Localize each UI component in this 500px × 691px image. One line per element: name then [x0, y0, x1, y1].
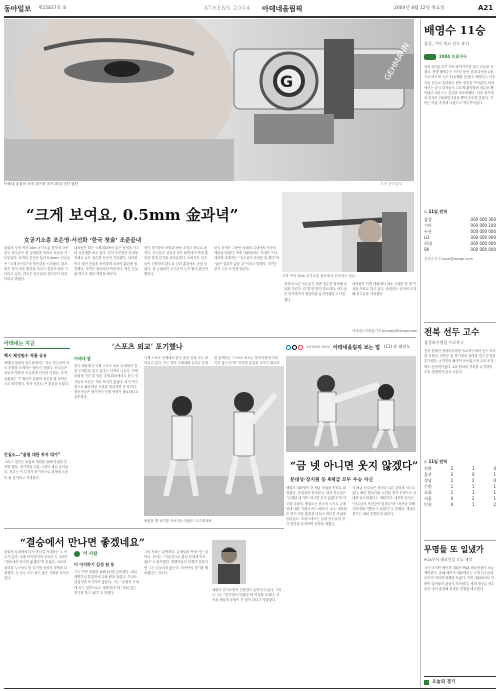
interview-headline: “결승에서 만나면 좋겠네요” — [20, 538, 145, 549]
main-headline: “크게 보여요, 0.5mm 金과녁” — [26, 206, 239, 224]
inning-scores: 000 000 000 — [470, 229, 496, 234]
yesterday-body-2: 그리스 정부는 올림픽 개최를 위해 막대한 투자를 했다. 경기장과 교통 시설이 새로 들어섰다. 정부는 이 투자가 장기적으로 경제에 도움이 될 것이라고 기대한다. — [4, 460, 68, 480]
inning-scores: 000 000 000 — [470, 235, 496, 240]
svg-text:G: G — [280, 72, 294, 91]
yesterday-kicker: 아테네는 지금 — [4, 340, 70, 349]
main-article-col5: 결선에 오른 선수들은 최종 점수를 합산해 순위를 가린다. 한 발 한 발이 중요하다. 선수들은 마지막까지 집중력을 유지하겠다고 다짐했다. — [284, 282, 348, 302]
masthead — [4, 2, 496, 16]
olympic-guide-header — [286, 340, 416, 354]
right-column-divider — [420, 19, 421, 687]
baseball-score-row — [424, 247, 496, 253]
soccer-body: 전북 현대가 삼성하우젠컵 프로축구에서 선두 자리를 지켰다. 전북은 홈 경기에서 상대를 꺾고 승점을 추가했다. 공격진의 활약이 돋보였으며 수비 조직력도 안정적이었다. 2위 팀과의 격차를 유지하며 우승 경쟁에서 앞서 나갔다. — [424, 349, 496, 374]
page-number: A21 — [478, 4, 494, 12]
losses: 1 — [493, 484, 496, 489]
masthead-rule — [4, 16, 496, 18]
sports-diplomacy-col2: 국제 스포츠 단체에서 한국 출신 임원 수도 줄어들고 있다. 이는 향후 국제대회 유치나 규정 — [144, 356, 208, 366]
soccer-headline: 전북 선두 고수 — [424, 328, 480, 338]
shooter-photo — [282, 192, 414, 272]
team-name: 삼성 — [424, 217, 432, 222]
right-divider-2 — [424, 540, 496, 541]
draws: 1 — [472, 484, 475, 489]
main-subhead: 女공기소총 조은영·서선화 ‘한국 첫金’ 조준끝내 — [24, 238, 142, 244]
team-name: 서울 — [424, 496, 432, 501]
losses: 0 — [493, 466, 496, 471]
standings-title: ◇ 11일 전적 — [424, 209, 448, 214]
quote-col1: 태권도 대표팀이 전 체급 석권을 목표로 내걸었다. 문대성과 장지원 등 대표 선수들은 “금메달 네 개가 아니면 웃지 않겠다”며 각오를 다졌다. 태권도는 한국의 국기로 금메달에 대한 기대가 어느 때보다 크다. 대표팀은 현지 적응 훈련을 마치고 컨디션 조절에 들어갔다. 코칭스태프는 상대 선수들의 경기 영상을 분석하며 전략을 세웠다. — [286, 486, 347, 527]
team-name: 두산 — [424, 229, 432, 234]
draws: 2 — [472, 478, 475, 483]
olympic-rings-icon — [286, 345, 303, 350]
quote-subhead: 문대성·장지원 등 4체급 모두 우승 자신 — [290, 478, 374, 483]
olympic-logo: ATHENS 2004 — [204, 5, 251, 12]
sports-diplomacy-label: 아테네 발 — [74, 356, 91, 361]
losses: 1 — [493, 490, 496, 495]
portrait-image — [212, 540, 246, 584]
draws: 1 — [472, 466, 475, 471]
soccer-standings-list — [424, 466, 496, 508]
baseball-logo — [424, 52, 496, 61]
top-photo-caption: 아테네 올림픽 사격 경기장 표적 확대 사진 캡션 — [4, 182, 78, 186]
main-article-col6: 대표팀은 이번 대회에서 최소 금메달 한 개 이상을 목표로 하고 있다. 응원단도 현지에 도착해 선수들을 격려했다. — [352, 282, 416, 297]
shooter-photo-caption: 사격 여자 10m 공기소총 결선에서 조준하는 선수. — [282, 274, 357, 278]
taekwondo-photo — [286, 356, 416, 452]
wins: 1 — [450, 490, 454, 495]
team-name: 인천 — [424, 502, 432, 507]
soccer-subtitle: 삼성하우젠컵 프로축구 — [424, 340, 464, 345]
today-games-box — [424, 676, 496, 687]
olympic-guide-sub: (11) 유 태권도 — [383, 344, 411, 349]
wins: 0 — [450, 496, 454, 501]
interview-kicker: 이 사람 — [83, 552, 98, 557]
team-name: 울산 — [424, 472, 432, 477]
pga-headline: 무명들 또 일냈가 — [424, 544, 484, 554]
team-name: 현대 — [424, 241, 432, 246]
side-body-text: 삼성 라이온즈가 기아 타이거즈를 꺾고 선두를 지켰다. 선발 배영수는 7이닝 동안 상대 타선을 1점으로 막으며 시즌 11승째를 올렸다. 배영수는 다승 공동 선두로 올라섰고 팀은 연승을 이어갔다. 타선에서는 중심 타자들이 고르게 활약하며 점수를 뽑아냈고 마운드는 실점을 최소화했다. 이날 경기에서 삼성은 7회에만 3점을 뽑아 승부를 갈랐다. 기아는 막판 추격에 나섰으나 역부족이었다. — [424, 65, 496, 106]
yesterday-box — [4, 340, 70, 520]
team-name: 성남 — [424, 478, 432, 483]
sports-diplomacy-kicker: ‘스포츠 외교’ 포기했나 — [112, 342, 183, 351]
baseball-score-list — [424, 217, 496, 253]
inning-scores: 000 000 100 — [470, 223, 496, 228]
interview-col2: 그는 이번 대회를 위해 4년을 준비했다. 매일 새벽부터 훈련장에 나와 땀을 흘렸다. 부상도 있었지만 포기하지 않았다. 그는 “올림픽 무대에 서는 것만으로도 행복하다”며 “후회 없는 경기를 하고 싶다”고 말했다. — [74, 570, 139, 595]
olympic-guide-label: ATHENS 2004 — [306, 345, 330, 349]
person-icon — [74, 551, 80, 557]
team-practice-image — [144, 366, 284, 516]
main-article-col1: 올림픽 사격 여자 10m 공기소총 경기에 나선 한국 선수들은 첫 금메달을 목표로 조준을 가다듬었다. 표적의 중심은 불과 0.5mm. 선수들은 “크게 보인다”며 자신감을 드러냈다. 대표팀은 현지 적응 훈련을 마치고 결전의 날을 기다리고 있다. 감독은 선수들의 컨디션이 최상이라고 밝혔다. — [4, 246, 70, 282]
interview-col1: 올림픽 무대에서 다시 만나길 기대하는 두 선수가 있다. 오랜 라이벌이자 동료인 두 사람은 “결승에서 만나면 좋겠다”며 웃었다. 서로의 실력을 누구보다 잘 알기에 선의의 경쟁을 다짐했다. 두 선수 모두 최근 좋은 기량을 보이고 있다. — [4, 550, 69, 581]
losses: 1 — [493, 496, 496, 501]
draws: 2 — [472, 496, 475, 501]
section-divider-1 — [4, 337, 416, 338]
interview-col4: 대회가 다가오면서 긴장감도 높아지고 있다. 그러나 그는 “즐기면서 하겠다”며 여유를 보였다. 가족과 팬들의 응원이 큰 힘이 된다고 덧붙였다. — [212, 588, 282, 603]
top-photo-credit: 사진 동아일보 — [380, 182, 402, 186]
losses: 1 — [493, 472, 496, 477]
main-article-col2: 대표팀은 최근 국제대회에서 좋은 성적을 거두며 상승세를 타고 있다. 특히 조은영은 안정된 자세로 높은 점수를 꾸준히 기록했다. 서선화 역시 결선 진출을 자신하며 마지막 훈련에 집중했다. 사격은 집중력의 싸움이다. 작은 흔들림 하나가 메달 색깔을 바꾼다. — [74, 246, 140, 277]
team-name: LG — [424, 235, 430, 240]
quote-col2: 각 체급 선수들은 저마다 다른 강점을 지니고 있다. 빠른 발차기와 노련한 경기 운영으로 상대를 압도하겠다는 계획이다. 대표팀 감독은 “선수들의 자신감이 넘친다”며 “최선을 다해 국민에게 기쁨을 드리겠다”고 말했다. 태권도 경기는 대회 후반부에 열린다. — [352, 486, 416, 517]
calendar-icon — [424, 680, 429, 685]
yesterday-item2: 간실소...“올림 대한 투자 대가” — [4, 452, 61, 457]
wins: 1 — [450, 484, 454, 489]
soccer-section — [424, 326, 496, 526]
team-name: 포항 — [424, 490, 432, 495]
pga-subtitle: PGA투어 챔피언십 오늘 개막 — [424, 557, 473, 562]
right-divider-1 — [424, 322, 496, 323]
today-games-label: 오늘의 경기 — [432, 680, 456, 685]
rifle-shooter-image — [282, 192, 414, 272]
interview-kicker-box — [74, 548, 140, 560]
team-name: SK — [424, 247, 430, 252]
side-column-baseball — [424, 19, 496, 319]
taekwondo-kick-image — [286, 356, 416, 452]
main-article-col3: 현지 경기장의 조명과 바람 조건도 변수로 꼽힌다. 선수들은 실전과 같은 환경에서 반복 훈련을 하며 감각을 끌어올렸다. 코치진은 선수들이 긴장하지 않도록 심리 훈련에도 공을 들였다. 첫 금메달의 주인공이 누가 될지 관심이 쏠린다. — [144, 246, 208, 277]
side-byline: 김상수기자 ssoo@donga.com — [424, 257, 473, 261]
inning-scores: 000 000 000 — [470, 247, 496, 252]
newspaper-name: 동아일보 — [4, 4, 32, 13]
top-photo — [4, 19, 414, 181]
yesterday-body-1: 아테네 올림픽 선수촌에서는 각국 선수들이 자국 문화를 소개하는 행사가 열렸다. 선수들은 서로의 작품을 공유하며 친목을 다졌다. 조직위원회는 이 행사가 올림픽 정신을 잘 보여준다고 평가했다. 현지 언론도 큰 관심을 보였다. — [4, 361, 70, 386]
inning-scores: 000 000 300 — [470, 217, 496, 222]
sports-diplomacy-col3: 한 관계자는 “스포츠 외교는 하루아침에 이뤄지지 않는다”며 “꾸준한 관심과 투자가 필요하 — [214, 356, 280, 366]
page-bottom-rule — [4, 688, 496, 689]
svg-text:GEHMANN: GEHMANN — [382, 41, 412, 82]
side-subtitle: 삼성, 기아 꺾고 선두 유지 — [424, 41, 469, 46]
team-practice-caption: 날렵한 발 차기를 선보이는 태권도 국가대표팀 — [144, 519, 212, 523]
wins: 0 — [450, 502, 454, 507]
team-name: 전북 — [424, 466, 432, 471]
sports-diplomacy-col1: 한국 체육계가 국제 스포츠 외교 무대에서 점점 존재감을 잃고 있다는 지적이 나온다. 이번 올림픽 기간 중 열린 국제 회의에서도 한국 인사들의 모습은 거의 보이지 않았다. 과거 적극적으로 활동하던 시절과 비교하면 큰 차이다. 전문가들은 장기적인 인재 양성이 필요하다고 강조한다. — [74, 364, 139, 400]
team-name: 수원 — [424, 484, 432, 489]
losses: 0 — [493, 478, 496, 483]
wins: 2 — [450, 472, 454, 477]
draws: 1 — [472, 490, 475, 495]
soccer-standing-row — [424, 502, 496, 508]
yesterday-lead: 핵시 체성원수 작품 공유 — [4, 353, 47, 358]
publication-date: 2004년 8월 12일 목요일 — [394, 6, 445, 11]
inning-scores: 000 000 000 — [470, 241, 496, 246]
interview-sub: 이 어지하기 김성 원 동 — [74, 562, 115, 567]
section-divider-2 — [4, 528, 284, 529]
olympic-guide-title: 아테네올림픽 보는 법 — [332, 344, 380, 351]
soccer-standings-title: ◇ 11일 전적 — [424, 459, 448, 464]
losses: 2 — [493, 502, 496, 507]
shooter-eye-closeup-image — [4, 19, 414, 181]
draws: 0 — [472, 472, 475, 477]
side-headline: 배영수 11승 — [424, 24, 486, 37]
section-title: 아테네올림픽 — [262, 5, 303, 13]
wins: 1 — [450, 478, 454, 483]
main-byline: 아테네=이원홍기자 bluesky@donga.com — [352, 329, 418, 333]
baseball-logo-text: 2004 프로야구 — [439, 53, 467, 59]
pga-section — [424, 544, 496, 674]
interview-portrait — [212, 540, 246, 584]
quote-headline: “금 넷 아니면 웃지 않겠다” — [290, 460, 419, 472]
team-practice-photo — [144, 366, 284, 516]
team-name: 기아 — [424, 223, 432, 228]
wins: 2 — [450, 466, 454, 471]
draws: 1 — [472, 502, 475, 507]
issue-number: 제25837호 ② — [38, 6, 67, 11]
main-article-col4: 한국 사격은 그동안 올림픽 무대에서 꾸준히 메달을 따냈다. 이번 대회에서도 기대가 크다. 대표팀 관계자는 “선수들이 준비를 잘 했다”며 “좋은 결과가 있을 것”이라고 말했다. 경기는 현지 시간 오전에 열린다. — [214, 246, 280, 271]
pga-body: 시즌 마지막 메이저 대회인 PGA 챔피언십이 오늘 개막한다. 올해 메이저 대회에서는 무명 선수들의 우승이 이어져 화제를 모았다. 이번 대회에서도 이변이 일어날지 관심이 모아진다. 세계 정상급 선수들이 대거 출전해 치열한 경쟁을 예고했다. — [424, 566, 495, 591]
interview-col3: 그의 목표는 분명하다. 금메달을 목에 거는 것이다. 코치는 “기술적으로 완성 단계에 이르렀다”고 평가했다. 경쟁자들의 견제가 심하지만 그는 흔들리지 않는다. 자신만의 경기를 펼치겠다는 각오다. — [144, 550, 208, 575]
baseball-logo-icon — [424, 54, 436, 60]
